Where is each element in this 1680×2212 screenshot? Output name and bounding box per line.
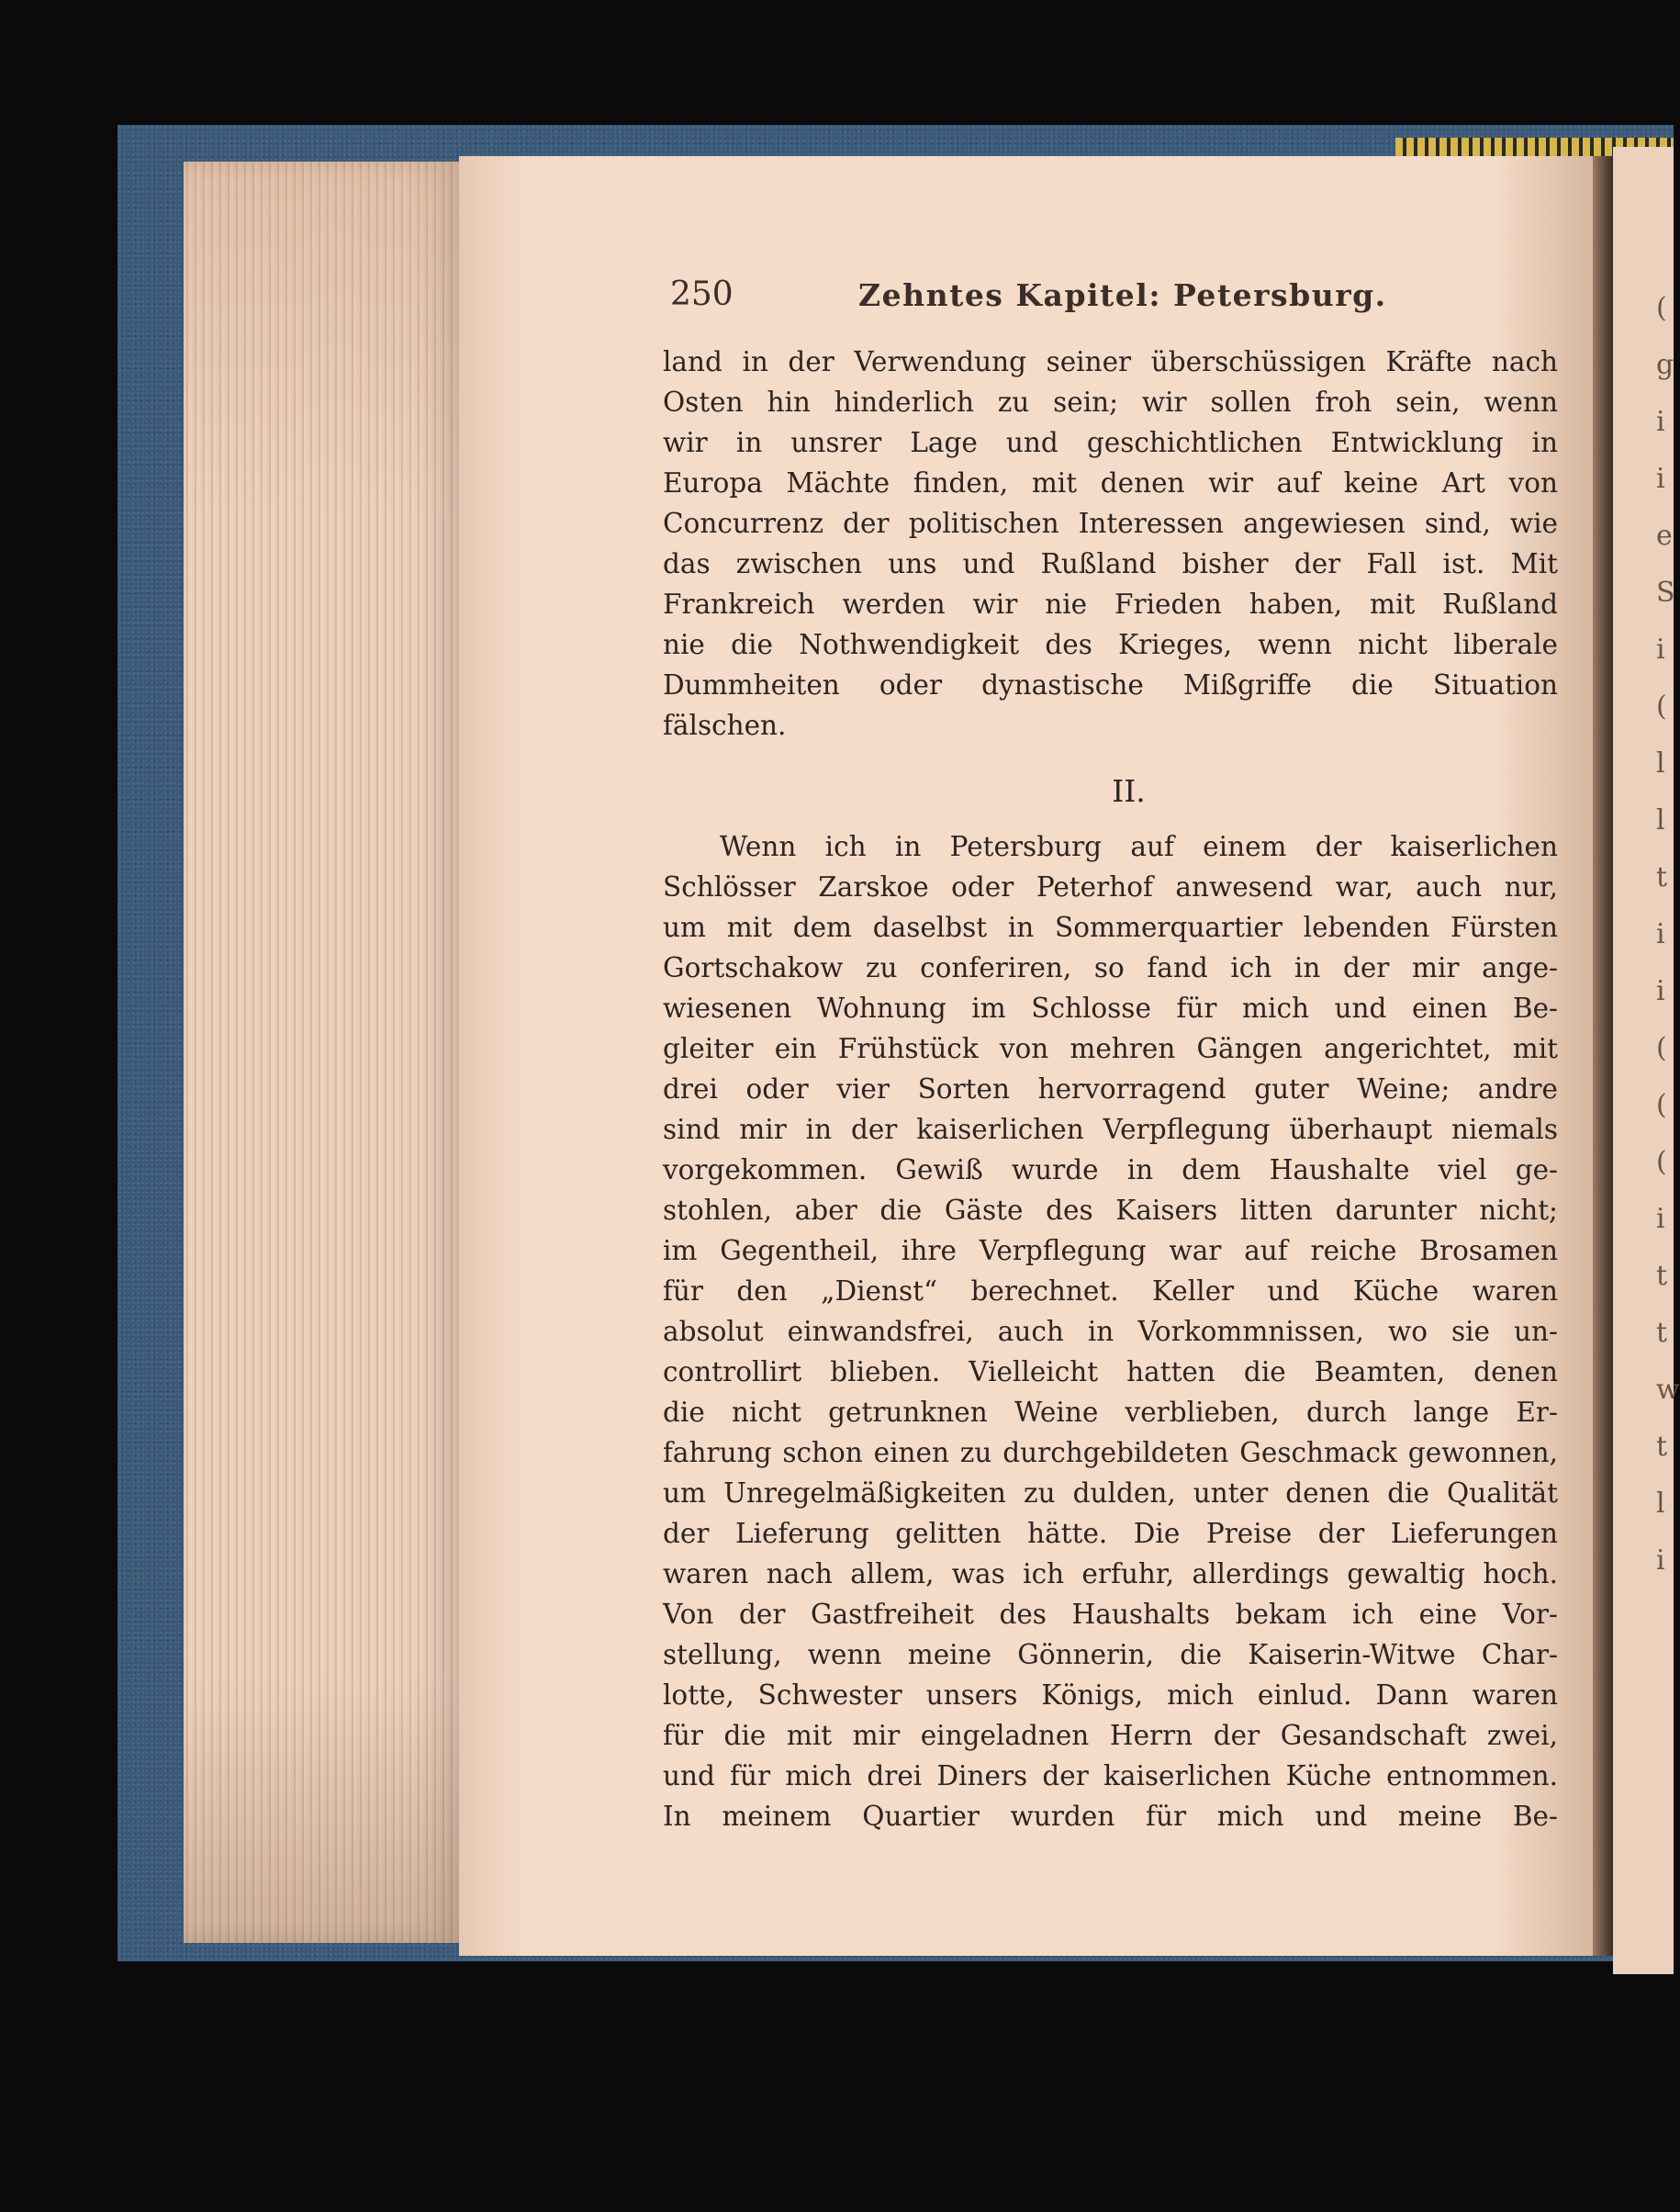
text-line: waren nach allem, was ich erfuhr, allerdings gewaltig hoch. — [663, 1558, 1558, 1589]
facing-page-fragment: l — [1656, 747, 1665, 780]
text-line: und für mich drei Diners der kaiserlichen Küche entnommen. — [663, 1760, 1558, 1791]
text-line: Wenn ich in Petersburg auf einem der kaiserlichen — [720, 831, 1558, 862]
page-edges — [184, 162, 468, 1943]
facing-page-fragment: e — [1656, 520, 1673, 552]
facing-page-fragment: i — [1656, 975, 1665, 1007]
text-line: Osten hin hinderlich zu sein; wir sollen froh sein, wenn — [663, 387, 1558, 418]
facing-page-fragment: i — [1656, 1203, 1665, 1235]
facing-page-fragment: t — [1656, 861, 1668, 893]
running-title: Zehntes Kapitel: Petersburg. — [858, 277, 1387, 313]
facing-page-fragment: i — [1656, 406, 1665, 438]
facing-page-fragment: ( — [1656, 1146, 1667, 1178]
text-line: Concurrenz der politischen Interessen angewiesen sind, wie — [663, 508, 1558, 539]
facing-page-fragment: i — [1656, 918, 1665, 950]
page-number: 250 — [670, 275, 734, 313]
text-line: Europa Mächte finden, mit denen wir auf keine Art von — [663, 467, 1558, 499]
text-line: absolut einwandsfrei, auch in Vorkommnissen, wo sie un- — [663, 1316, 1558, 1347]
facing-page-fragment: t — [1656, 1260, 1668, 1292]
text-line: für die mit mir eingeladnen Herrn der Gesandschaft zwei, — [663, 1720, 1558, 1751]
text-line: Schlösser Zarskoe oder Peterhof anwesend war, auch nur, — [663, 871, 1558, 903]
text-block — [663, 342, 1558, 1836]
facing-page-fragment: w — [1656, 1374, 1680, 1406]
facing-page-fragment: S — [1656, 577, 1675, 609]
facing-page-fragment: l — [1656, 804, 1665, 837]
facing-page-fragment: g — [1656, 349, 1674, 381]
text-line: der Lieferung gelitten hätte. Die Preise der Lieferungen — [663, 1518, 1558, 1549]
text-line: land in der Verwendung seiner überschüssigen Kräfte nach — [663, 346, 1558, 377]
text-line: Gortschakow zu conferiren, so fand ich in der mir ange- — [663, 952, 1558, 983]
paragraph-1 — [663, 342, 1558, 746]
text-line: Von der Gastfreiheit des Haushalts bekam ich eine Vor- — [663, 1599, 1558, 1630]
facing-page-fragment: i — [1656, 1544, 1665, 1577]
text-line: fahrung schon einen zu durchgebildeten Geschmack gewonnen, — [663, 1437, 1558, 1468]
running-head — [670, 275, 1570, 321]
facing-page-fragment: ( — [1656, 1032, 1667, 1064]
text-line: controllirt blieben. Vielleicht hatten die Beamten, denen — [663, 1356, 1558, 1387]
text-line: wiesenen Wohnung im Schlosse für mich und einen Be- — [663, 993, 1558, 1024]
text-line: für den „Dienst“ berechnet. Keller und Küche waren — [663, 1275, 1558, 1307]
facing-page-fragment: l — [1656, 1488, 1665, 1520]
text-line: die nicht getrunknen Weine verblieben, durch lange Er- — [663, 1397, 1558, 1428]
facing-page-fragment: ( — [1656, 691, 1667, 723]
text-line: um Unregelmäßigkeiten zu dulden, unter denen die Qualität — [663, 1477, 1558, 1509]
facing-page-fragment: t — [1656, 1317, 1668, 1349]
text-line: das zwischen uns und Rußland bisher der Fall ist. Mit — [663, 548, 1558, 579]
text-line: drei oder vier Sorten hervorragend guter Weine; andre — [663, 1073, 1558, 1105]
facing-page-fragment: t — [1656, 1431, 1668, 1463]
facing-page-fragment: i — [1656, 634, 1665, 666]
text-line: sind mir in der kaiserlichen Verpflegung überhaupt niemals — [663, 1114, 1558, 1145]
text-line: stohlen, aber die Gäste des Kaisers litten darunter nicht; — [663, 1195, 1558, 1226]
text-line: lotte, Schwester unsers Königs, mich einlud. Dann waren — [663, 1679, 1558, 1711]
text-line: Frankreich werden wir nie Frieden haben, mit Rußland — [663, 589, 1558, 620]
text-line: um mit dem daselbst in Sommerquartier lebenden Fürsten — [663, 912, 1558, 943]
text-line: nie die Nothwendigkeit des Krieges, wenn nicht liberale — [663, 629, 1558, 660]
facing-page-fragment: ( — [1656, 1089, 1667, 1121]
paragraph-2 — [663, 826, 1558, 1836]
page-gutter — [1593, 156, 1613, 1956]
text-line: In meinem Quartier wurden für mich und meine Be- — [663, 1801, 1558, 1832]
section-heading: II. — [1112, 773, 1146, 809]
text-line: Dummheiten oder dynastische Mißgriffe die Situation — [663, 669, 1558, 701]
text-line: fälschen. — [663, 710, 787, 741]
text-line: vorgekommen. Gewiß wurde in dem Haushalte viel ge- — [663, 1154, 1558, 1185]
facing-page-fragment: ( — [1656, 292, 1667, 324]
text-line: im Gegentheil, ihre Verpflegung war auf reiche Brosamen — [663, 1235, 1558, 1266]
facing-page-fragment: i — [1656, 463, 1665, 495]
text-line: wir in unsrer Lage und geschichtlichen Entwicklung in — [663, 427, 1558, 458]
text-line: stellung, wenn meine Gönnerin, die Kaiserin-Witwe Char- — [663, 1639, 1558, 1670]
text-line: gleiter ein Frühstück von mehren Gängen angerichtet, mit — [663, 1033, 1558, 1064]
